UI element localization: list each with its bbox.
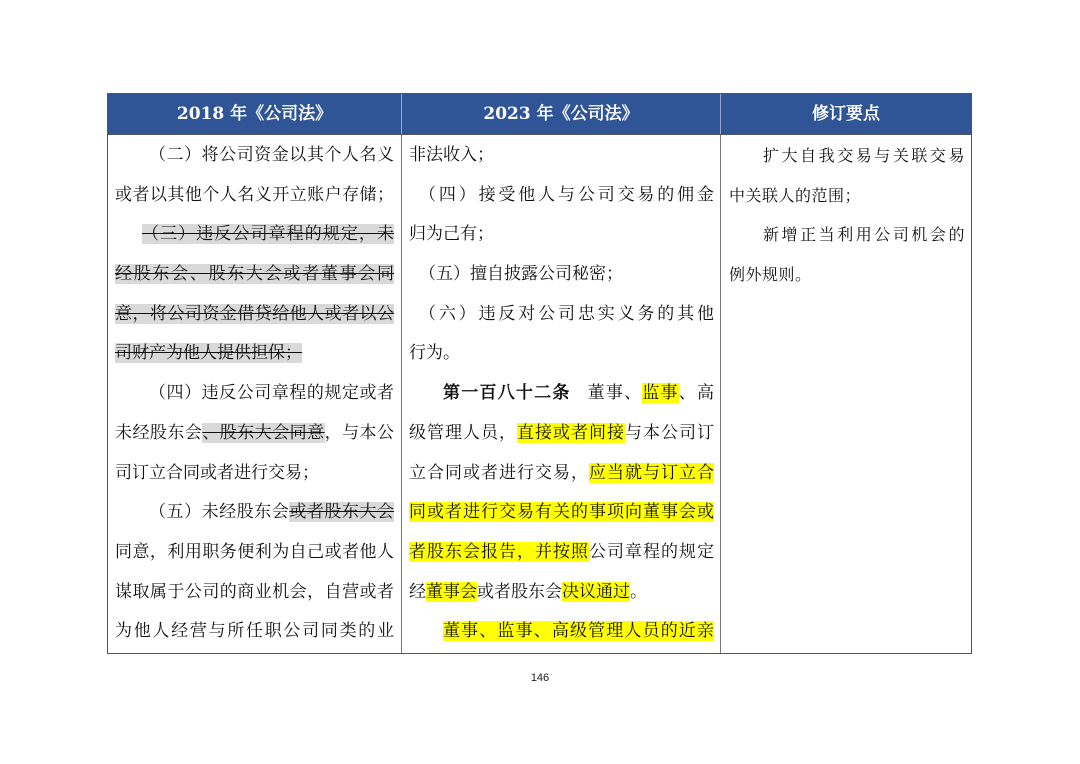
text-segment: 归为己有；: [409, 224, 494, 245]
column-2018-law: [108, 135, 402, 653]
deleted-text: 或者股东大会: [289, 502, 394, 523]
added-text-highlight: 应当就与订立合: [589, 462, 714, 483]
text-line: [409, 255, 714, 295]
added-text-highlight: 决议通过: [562, 581, 630, 602]
added-text-highlight: 董事会: [426, 581, 477, 602]
added-text-highlight: 同或者进行交易有关的事项向董事会或: [409, 502, 714, 523]
column-revision-points: [721, 135, 971, 653]
text-segment: 中关联人的范围；: [729, 185, 862, 205]
text-segment: 经: [409, 581, 426, 602]
deleted-text: 、股东大会同意: [202, 422, 325, 443]
text-line: [409, 454, 714, 494]
text-line: [115, 255, 394, 295]
deleted-text: （三）违反公司章程的规定，未: [142, 224, 394, 245]
text-line: [115, 215, 394, 255]
text-segment: 司订立合同或者进行交易；: [115, 462, 319, 483]
text-line: [115, 334, 394, 374]
column-2023-law: [402, 135, 721, 653]
text-segment: 级管理人员，: [409, 422, 517, 443]
text-segment: （六）违反对公司忠实义务的其他: [419, 303, 714, 324]
text-line: [409, 295, 714, 335]
text-segment: 新增正当利用公司机会的: [763, 225, 965, 245]
text-line: [115, 414, 394, 454]
text-segment: ，与本公: [324, 422, 394, 443]
header-2023-law: 2023 年《公司法》: [402, 94, 721, 134]
text-line: [409, 612, 714, 652]
text-segment: 立合同或者进行交易，: [409, 462, 589, 483]
text-line: [729, 215, 965, 255]
text-segment: 同意，利用职务便利为自己或者他人: [115, 541, 394, 562]
comparison-table: [107, 93, 972, 654]
text-segment: 董事、: [587, 383, 643, 404]
text-line: [729, 176, 965, 216]
text-segment: 例外规则。: [729, 265, 812, 285]
text-line: [729, 255, 965, 295]
added-text-highlight: 者股东会报告，并按照: [409, 541, 589, 562]
text-segment: 非法收入；: [409, 145, 494, 165]
page-number: 146: [530, 672, 550, 684]
text-segment: 或者股东会: [477, 581, 562, 602]
text-line: [409, 374, 714, 414]
text-line: [115, 374, 394, 414]
text-segment: （五）未经股东会: [149, 502, 290, 523]
text-segment: 或者以其他个人名义开立账户存储；: [115, 184, 394, 205]
text-segment: 。: [630, 581, 647, 602]
text-line: [409, 414, 714, 454]
text-segment: 、高: [678, 383, 714, 404]
text-line: [115, 176, 394, 216]
text-segment: 谋取属于公司的商业机会，自营或者: [115, 581, 394, 602]
header-2018-law: 2018 年《公司法》: [108, 94, 402, 134]
header-revision-points: 修订要点: [812, 104, 880, 124]
text-line: [409, 334, 714, 374]
text-line: [115, 295, 394, 335]
text-line: [115, 454, 394, 494]
article-heading: 第一百八十二条: [443, 383, 571, 404]
text-segment: （四）违反公司章程的规定或者: [149, 383, 394, 404]
text-segment: 为他人经营与所任职公司同类的业: [115, 621, 394, 642]
text-segment: 未经股东会: [115, 422, 203, 443]
text-line: [115, 533, 394, 573]
added-text-highlight: 监事: [642, 383, 679, 404]
text-line: [115, 612, 394, 652]
text-line: [409, 136, 714, 176]
text-segment: （四）接受他人与公司交易的佣金: [419, 184, 714, 205]
text-segment: 行为。: [409, 343, 460, 364]
added-text-highlight: 董事、监事、高级管理人员的近亲: [443, 621, 714, 642]
text-line: [729, 136, 965, 176]
deleted-text: 意，将公司资金借贷给他人或者以公: [115, 303, 394, 324]
text-line: [409, 493, 714, 533]
text-line: [115, 136, 394, 176]
table-header: [108, 94, 971, 135]
deleted-text: 经股东会、股东大会或者董事会同: [115, 264, 394, 285]
text-line: [409, 573, 714, 613]
text-line: [115, 573, 394, 613]
text-line: [409, 176, 714, 216]
text-segment: 公司章程的规定: [589, 541, 714, 562]
added-text-highlight: 直接或者间接: [517, 422, 625, 443]
text-segment: 与本公司订: [625, 422, 714, 443]
deleted-text: 司财产为他人提供担保；: [115, 343, 302, 364]
table-body: [108, 135, 971, 653]
text-line: [409, 533, 714, 573]
text-line: [115, 493, 394, 533]
text-segment: 扩大自我交易与关联交易: [763, 146, 965, 165]
text-line: [409, 215, 714, 255]
text-segment: （五）擅自披露公司秘密；: [419, 264, 623, 285]
text-segment: （二）将公司资金以其个人名义: [149, 145, 394, 165]
